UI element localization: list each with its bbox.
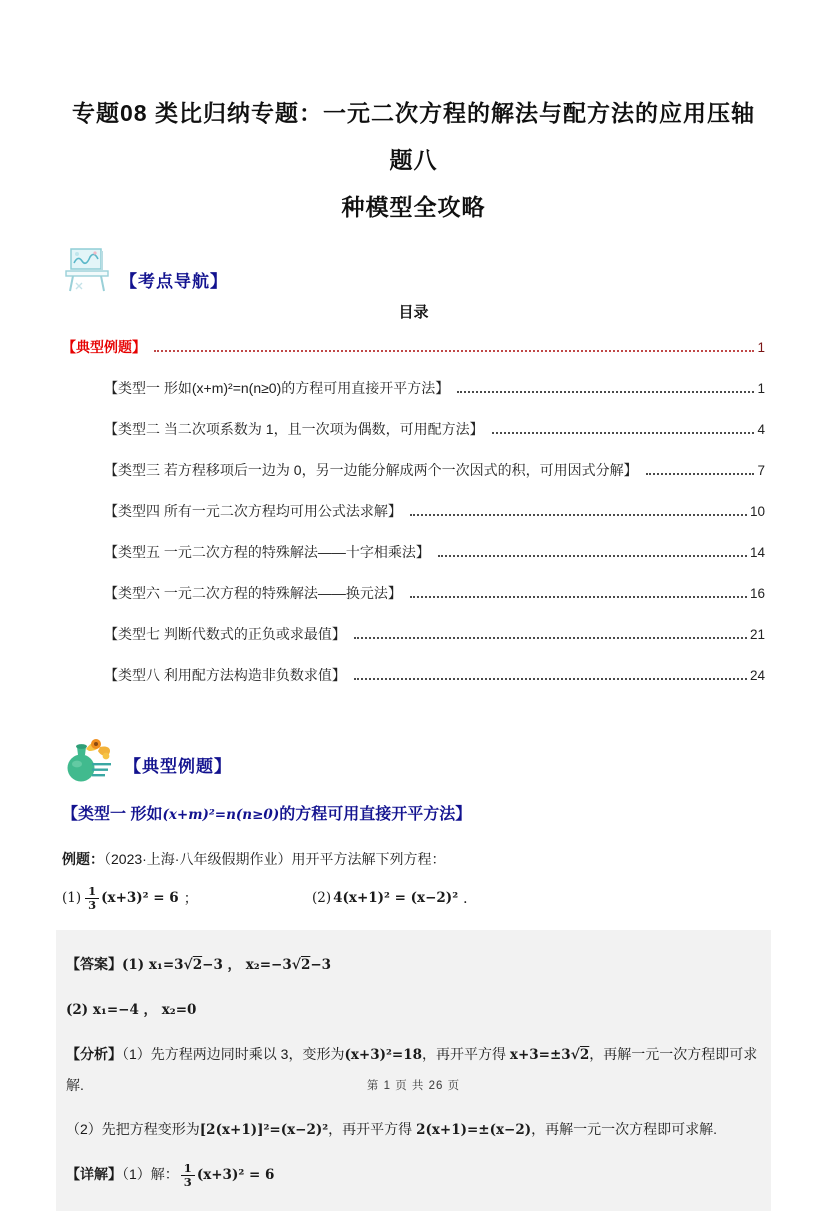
toc-page-number: 16 xyxy=(749,586,765,602)
text-segment: （1）先方程两边同时乘以 3，变形为 xyxy=(122,1045,345,1062)
equation-1-number: (1) xyxy=(62,890,82,907)
equation-2-body: 4(x+1)² = (x−2)² xyxy=(333,890,459,907)
detail-label: 【详解】 xyxy=(66,1165,122,1182)
page-title-line1: 专题08 类比归纳专题：一元二次方程的解法与配方法的应用压轴题八 xyxy=(72,100,755,174)
toc-page-number: 4 xyxy=(757,422,765,438)
page-title-line2: 种模型全攻略 xyxy=(341,194,486,221)
text-segment: ，再解一元一次方程即可求解. xyxy=(66,1045,758,1093)
math-segment: [2(x+1)]²=(x−2)² xyxy=(199,1121,329,1138)
toc-dotted-leader xyxy=(492,432,755,434)
equation-1-body: (x+3)² = 6 xyxy=(101,890,179,907)
equation-2 xyxy=(312,888,477,908)
text-segment: （1）解： xyxy=(122,1165,179,1182)
equation-1 xyxy=(62,885,312,912)
toc-entry-label: 【类型八 利用配方法构造非负数求值】 xyxy=(104,667,346,684)
answer-line-2 xyxy=(66,987,761,1032)
type-1-heading-math: (x+m)²=n(n≥0) xyxy=(162,807,280,824)
toc-page-number: 10 xyxy=(749,504,765,520)
answer-line-1 xyxy=(66,942,761,987)
math-segment: (2) x₁=−4 ， x₂=0 xyxy=(66,1001,197,1018)
radical-sign: √ xyxy=(291,956,301,973)
nav-section-header xyxy=(62,241,765,295)
fraction-denominator: 3 xyxy=(183,1174,192,1189)
example-label: 例题： xyxy=(62,851,104,868)
toc-dotted-leader xyxy=(354,678,747,680)
answer-label: 【答案】 xyxy=(66,955,122,972)
analysis-line-1 xyxy=(66,1032,761,1107)
toc-title: 目录 xyxy=(398,304,429,322)
examples-section-header xyxy=(62,727,765,785)
type-1-heading-prefix: 【类型一 形如 xyxy=(62,806,163,824)
example-prompt xyxy=(62,848,765,870)
toc-entry-label: 【类型二 当二次项系数为 1，且一次项为偶数，可用配方法】 xyxy=(104,421,484,438)
fraction-numerator: 1 xyxy=(181,1162,195,1176)
text-segment: （2）先把方程变形为 xyxy=(66,1120,200,1137)
example-source: （2023·上海·八年级假期作业）用开平方法解下列方程： xyxy=(104,851,446,868)
toc-entry-type-8[interactable] xyxy=(62,665,765,685)
toc-dotted-leader xyxy=(410,596,747,598)
toc-entry-typical-examples[interactable] xyxy=(62,337,765,357)
toc-entry-label: 【类型五 一元二次方程的特殊解法——十字相乘法】 xyxy=(104,544,430,561)
analysis-label: 【分析】 xyxy=(66,1045,122,1062)
toc-page-number: 1 xyxy=(757,340,765,356)
toc-dotted-leader xyxy=(438,555,747,557)
table-of-contents xyxy=(62,337,765,685)
toc-entry-type-1[interactable] xyxy=(62,378,765,398)
toc-entry-type-4[interactable] xyxy=(62,501,765,521)
toc-dotted-leader xyxy=(457,391,754,393)
math-segment: (x+3)²=18 xyxy=(344,1046,423,1063)
toc-dotted-leader xyxy=(646,473,755,475)
radical-sign: √ xyxy=(570,1046,580,1063)
toc-entry-label: 【类型四 所有一元二次方程均可用公式法求解】 xyxy=(104,503,402,520)
analysis-line-2 xyxy=(66,1107,761,1152)
toc-entry-label: 【类型七 判断代数式的正负或求最值】 xyxy=(104,626,346,643)
toc-page-number: 21 xyxy=(749,627,765,643)
toc-dotted-leader xyxy=(154,350,754,352)
radical-sign: √ xyxy=(183,956,193,973)
examples-section-label: 【典型例题】 xyxy=(124,757,232,777)
math-segment: (x+3)² = 6 xyxy=(196,1166,275,1183)
toc-entry-label: 【类型一 形如(x+m)²=n(n≥0)的方程可用直接开平方法】 xyxy=(104,380,450,397)
math-segment: x+3=±3 xyxy=(509,1046,571,1063)
toc-page-number: 14 xyxy=(749,545,765,561)
nav-section-label: 【考点导航】 xyxy=(120,272,228,292)
flask-flowers-icon xyxy=(62,733,114,785)
toc-entry-label: 【类型六 一元二次方程的特殊解法——换元法】 xyxy=(104,585,402,602)
toc-page-number: 7 xyxy=(757,463,765,479)
type-1-heading-suffix: 的方程可用直接开平方法】 xyxy=(279,806,472,824)
example-equations xyxy=(62,885,765,912)
fraction-one-third xyxy=(181,1162,195,1189)
type-1-heading xyxy=(62,801,765,824)
fraction-numerator: 1 xyxy=(85,885,99,899)
page-title xyxy=(62,90,765,231)
toc-entry-type-7[interactable] xyxy=(62,624,765,644)
radicand: 2 xyxy=(192,956,203,973)
toc-entry-type-3[interactable] xyxy=(62,460,765,480)
equation-2-number: (2) xyxy=(312,890,332,907)
math-segment: (1) x₁=3 xyxy=(122,956,184,973)
math-segment: −3 ， x₂=−3 xyxy=(202,956,292,973)
math-segment: −3 xyxy=(310,956,332,973)
equation-1-terminator: ； xyxy=(183,890,198,907)
text-segment: ，再开平方得 xyxy=(328,1120,417,1137)
text-segment: ，再解一元一次方程即可求解. xyxy=(531,1120,718,1137)
toc-entry-type-6[interactable] xyxy=(62,583,765,603)
radicand: 2 xyxy=(300,956,311,973)
math-segment: 2(x+1)=±(x−2) xyxy=(416,1121,532,1138)
toc-entry-type-5[interactable] xyxy=(62,542,765,562)
toc-entry-label: 【典型例题】 xyxy=(62,339,146,356)
detail-line xyxy=(66,1152,761,1197)
toc-dotted-leader xyxy=(410,514,747,516)
drafting-desk-icon xyxy=(62,243,114,295)
fraction-denominator: 3 xyxy=(88,897,97,912)
fraction-one-third xyxy=(85,885,99,912)
text-segment: ，再开平方得 xyxy=(422,1045,510,1062)
page-footer: 第 1 页 共 26 页 xyxy=(366,1080,461,1092)
toc-entry-type-2[interactable] xyxy=(62,419,765,439)
toc-page-number: 1 xyxy=(757,381,765,397)
toc-page-number: 24 xyxy=(749,668,765,684)
radicand: 2 xyxy=(579,1046,590,1063)
equation-2-terminator: ． xyxy=(463,890,478,907)
toc-entry-label: 【类型三 若方程移项后一边为 0，另一边能分解成两个一次因式的积，可用因式分解】 xyxy=(104,462,638,479)
toc-dotted-leader xyxy=(354,637,747,639)
